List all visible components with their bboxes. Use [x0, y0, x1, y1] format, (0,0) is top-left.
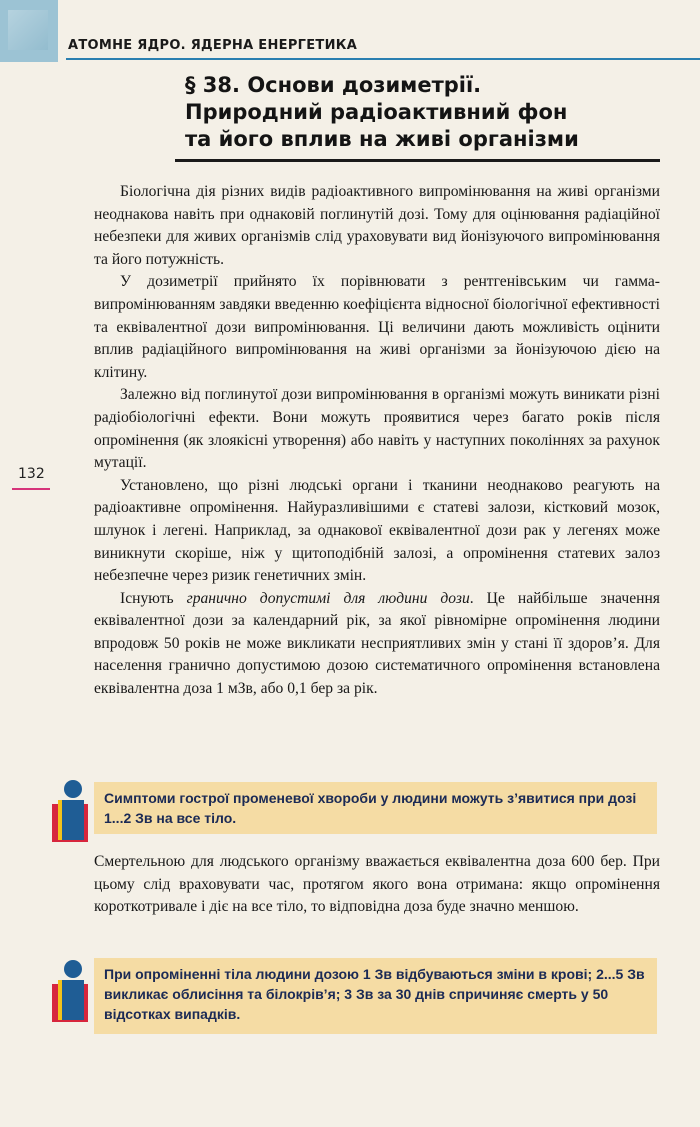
paragraph-1: Біологічна дія різних видів радіоактивного випромінювання на живі організми неоднакова навіть при однаковій поглинутій дозі. Тому для оцінювання радіаційної небезпеки для живих організмів слід ураховувати вид йонізуючого випромінювання та його потужність. — [94, 183, 660, 268]
page-number: 132 — [18, 466, 45, 482]
info-box-2 — [94, 958, 657, 1034]
paragraph-5-term: гранично допустимі для людини дози — [186, 589, 470, 607]
header-rule — [66, 58, 700, 60]
paragraph-5 — [94, 588, 660, 701]
section-title-line-2: Природний радіоактивний фон — [185, 100, 568, 124]
title-underline — [175, 159, 660, 162]
main-text-2 — [94, 851, 660, 919]
paragraph-5-prefix: Існують — [120, 589, 187, 607]
section-title-line-1: § 38. Основи дозиметрії. — [185, 73, 482, 97]
section-title-line-3: та його вплив на живі організми — [185, 127, 579, 151]
running-header: АТОМНЕ ЯДРО. ЯДЕРНА ЕНЕРГЕТИКА — [68, 38, 358, 53]
paragraph-5-suffix: . Це найбільше значення еквівалентної дози за календарний рік, за якої рівномірне опромінення людини впродовж 50 років не може викликати несприятливих змін у стані її здоров’я. Для населення гранично допустимою дозою систематичного опромінення встановлена еквівалентна доза 1 мЗв, або 0,1 бер за рік. — [94, 589, 660, 698]
paragraph-3: Залежно від поглинутої дози випромінювання в організмі можуть виникати різні радіобіологічні ефекти. Вони можуть проявитися через багато років після опромінення (як злоякісні утворення) або навіть у наступних поколіннях за рахунок мутації. — [94, 386, 660, 472]
main-text — [94, 181, 660, 701]
info-box-2-text: При опроміненні тіла людини дозою 1 Зв відбуваються зміни в крові; 2...5 Зв викликає облисіння та білокрів’я; 3 Зв за 30 днів спричиняє смерть у 50 відсотках випадків. — [104, 966, 645, 1022]
corner-tab — [0, 0, 58, 62]
paragraph-6: Смертельною для людського організму вважається еквівалентна доза 600 бер. При цьому слід враховувати час, протягом якого вона отримана: якщо опромінення короткотривале і діє на все тіло, то відповідна доза буде значно меншою. — [94, 853, 660, 916]
page-number-rule — [12, 488, 50, 490]
info-i-icon — [48, 778, 94, 844]
paragraph-4: Установлено, що різні людські органи і тканини неоднаково реагують на радіоактивне опромінення. Найуразливішими є статеві залози, кістковий мозок, шлунок і легені. Наприклад, за однакової еквівалентної дози рак у легенях може виникнути скоріше, ніж у щитоподібній залозі, а опромінення статевих залоз небезпечне через ризик генетичних змін. — [94, 476, 660, 585]
section-title — [185, 72, 655, 153]
info-i-icon — [48, 958, 94, 1024]
info-box-1-text: Симптоми гострої променевої хвороби у людини можуть з’явитися при дозі 1...2 Зв на все тіло. — [104, 790, 637, 826]
info-box-1 — [94, 782, 657, 834]
paragraph-2: У дозиметрії прийнято їх порівнювати з рентгенівським чи гамма-випромінюванням завдяки введенню коефіцієнта відносної біологічної ефективності та еквівалентної дози випромінювання. Ці величини дають можливість оцінити вплив радіаційного випромінювання на живі організми за йонізуючою дією на клітину. — [94, 273, 660, 381]
